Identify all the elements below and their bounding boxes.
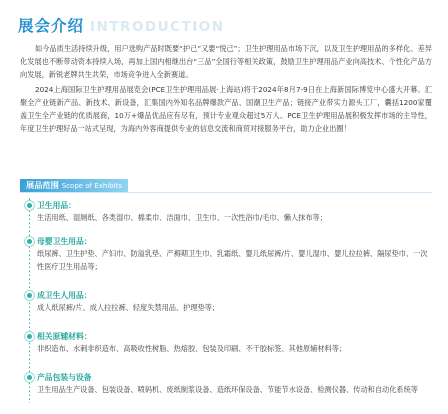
intro-text xyxy=(20,42,432,137)
category-packaging xyxy=(22,372,434,397)
category-desc: 纸尿裤、卫生护垫、产妇巾、防溢乳垫、产褥期卫生巾、乳霜纸、婴儿纸尿裤/片、婴儿湿巾、婴儿拉拉裤、隔尿垫巾、一次性医疗卫生用品等； xyxy=(37,249,428,271)
category-title: 相关原辅材料： xyxy=(37,332,92,341)
category-title: 母婴卫生用品： xyxy=(37,237,92,246)
category-title: 成卫生人用品： xyxy=(37,291,92,300)
scope-title: 展品范围 xyxy=(26,180,59,190)
section-title: 展会介绍 xyxy=(18,17,85,35)
category-desc: 卫生用品生产设备、包装设备、喷码机、废纸制浆设备、造纸环保设备、节能节水设备、检测仪器、传动和自动化系统等 xyxy=(37,385,418,394)
category-desc: 非织造布、水刺非织造布、高吸收性树脂、热熔胶、包装及印刷、不干胶标签、其他原辅材料等； xyxy=(37,344,347,353)
category-desc: 生活用纸、湿厕纸、各类湿巾、棉柔巾、洁面巾、卫生巾、一次性浴巾/毛巾、懒人抹布等； xyxy=(37,213,327,222)
category-hygiene xyxy=(22,200,434,225)
category-materials xyxy=(22,331,434,356)
bullet-dot-icon xyxy=(24,290,35,301)
category-desc: 成人纸尿裤/片、成人拉拉裤、轻度失禁用品、护理垫等； xyxy=(37,303,220,312)
scope-title-en: Scope of Exhibits xyxy=(61,181,123,190)
intro-paragraph-1: 如今品质生活持续升级，用户选购产品时既要“护己”又要“悦己”；卫生护理用品市场下沉，以及卫生护理用品的多样化、差异化发展也不断带动资本持续入场，再加上国内相继出台“三品”全国行等相关政策，鼓励卫生护理用品产业向高技术、个性化产品方向发展，新锐老牌共生共荣，市场竞争进入全新赛道。 xyxy=(20,44,432,79)
bullet-dot-icon xyxy=(24,372,35,383)
intro-paragraph-2: 2024上海国际卫生护理用品展览会(PCE卫生护理用品展·上海站)将于2024年8月7-9日在上海新国际博览中心盛大开幕。汇聚全产业链新产品、新技术、新设备，汇集国内外知名品牌爆款产品、国潮卫生产品；链接产业带实力源头工厂，囊括1200家覆盖卫生全产业链的优质展商，10万+爆品优品应有尽有，预计专业观众超过5万人。PCE卫生护理用品展积极发挥市场的主导性，年度卫生护理好品一站式呈现，为海内外客商提供专业的信息交流和商贸对接服务平台，助力企业出圈！ xyxy=(20,85,432,133)
page-header xyxy=(18,12,225,36)
category-title: 产品包装与设备 xyxy=(37,373,92,382)
bullet-dot-icon xyxy=(24,331,35,342)
category-title: 卫生用品： xyxy=(37,201,76,210)
section-title-en: INTRODUCTION xyxy=(90,19,225,35)
category-adult xyxy=(22,290,434,315)
bullet-dot-icon xyxy=(24,200,35,211)
category-maternal xyxy=(22,236,434,273)
scope-divider xyxy=(20,192,432,193)
bullet-dot-icon xyxy=(24,236,35,247)
scope-banner xyxy=(20,179,128,192)
